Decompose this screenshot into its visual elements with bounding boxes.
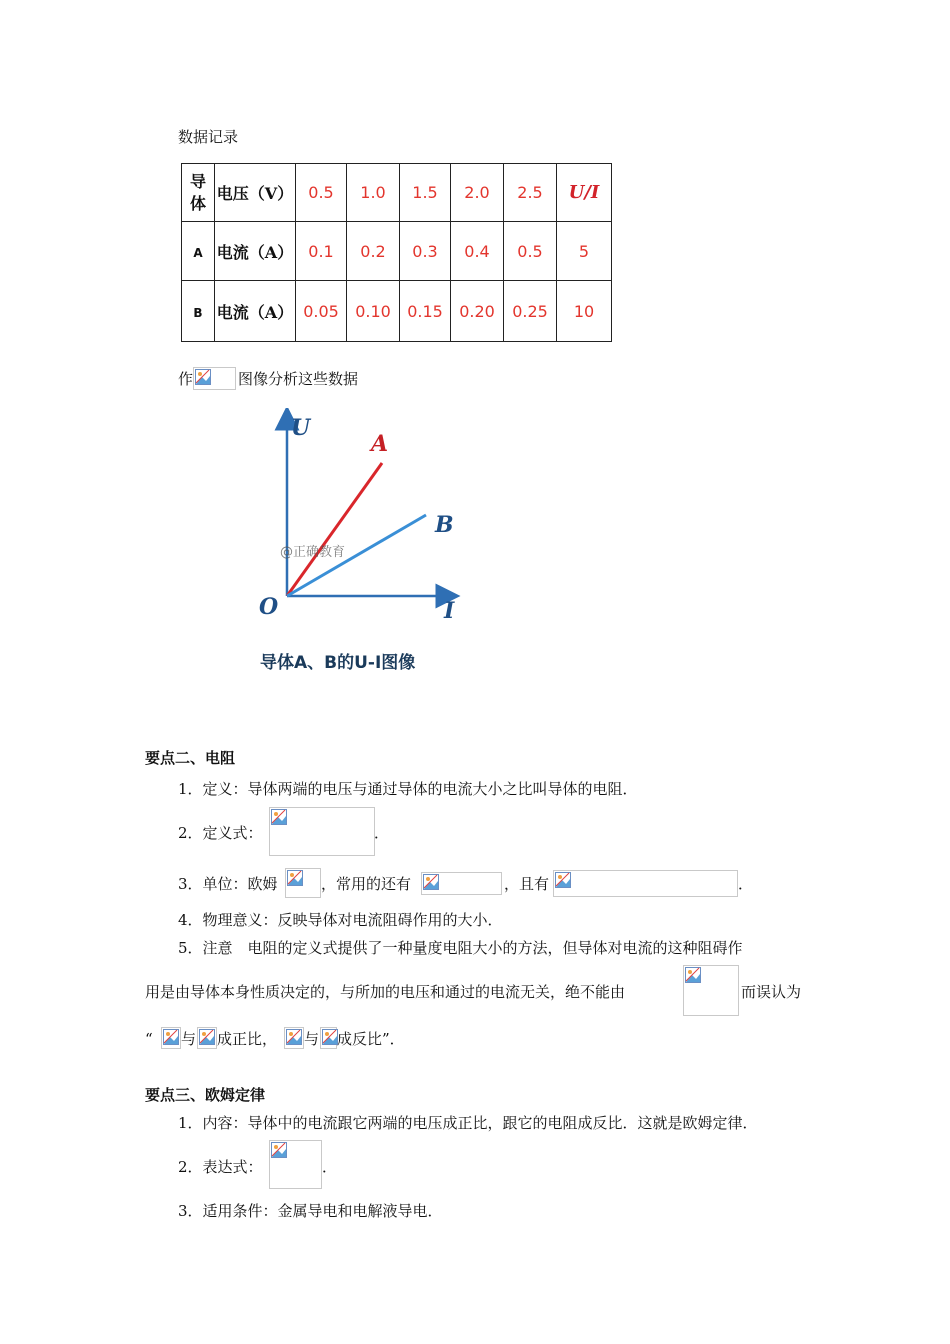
note-line-1: 5．注意 电阻的定义式提供了一种量度电阻大小的方法，但导体对电流的这种阻碍作 xyxy=(178,939,743,957)
watermark: @正确教育 xyxy=(280,545,346,560)
conductor-name: A xyxy=(193,245,203,260)
physical-meaning: 4．物理意义：反映导体对电流阻碍作用的大小． xyxy=(178,911,503,929)
note-line-3-and: 与 xyxy=(181,1030,197,1048)
section-title-ohms-law: 要点三、欧姆定律 xyxy=(145,1086,266,1104)
data-record-title: 数据记录 xyxy=(178,128,239,146)
line-b-label: B xyxy=(435,512,454,538)
section-title-resistance: 要点二、电阻 xyxy=(145,749,236,767)
ui-graph xyxy=(248,408,488,683)
expression-label: 2．表达式： xyxy=(178,1158,263,1176)
formula-image-placeholder xyxy=(197,1027,217,1049)
current-value: 0.4 xyxy=(464,241,490,261)
current-label: 电流（A） xyxy=(216,242,294,262)
unit-text-a: 3．单位：欧姆 xyxy=(178,875,278,893)
formula-image-placeholder xyxy=(320,1027,337,1049)
image-placeholder-icon xyxy=(322,1029,338,1045)
note-line-3-and-2: 与 xyxy=(304,1030,320,1048)
table-row xyxy=(182,222,612,281)
image-placeholder-icon xyxy=(195,369,211,385)
voltage-value: 2.5 xyxy=(517,183,543,202)
conductor-header-char1: 导 xyxy=(189,171,206,191)
definition-formula-end: ． xyxy=(374,824,390,842)
origin-label: O xyxy=(259,594,279,620)
voltage-value: 1.0 xyxy=(360,183,386,202)
voltage-header: 电压（V） xyxy=(216,184,294,203)
current-value: 0.5 xyxy=(517,241,543,261)
formula-image-placeholder xyxy=(284,1027,304,1049)
current-value: 0.1 xyxy=(308,241,334,261)
resistance-definition: 1．定义：导体两端的电压与通过导体的电流大小之比叫导体的电阻． xyxy=(178,780,638,798)
formula-image-placeholder xyxy=(161,1027,181,1049)
ratio-value: 5 xyxy=(578,241,590,261)
image-placeholder-icon xyxy=(271,1142,287,1158)
current-value: 0.15 xyxy=(407,301,443,321)
unit-text-b: ，常用的还有 xyxy=(321,875,412,893)
image-placeholder-icon xyxy=(199,1029,215,1045)
applicable-conditions: 3．适用条件：金属导电和电解液导电． xyxy=(178,1202,443,1220)
ratio-value: 10 xyxy=(573,301,595,321)
i-axis-label: I xyxy=(444,598,455,624)
line-a-label: A xyxy=(371,431,389,457)
formula-image-placeholder xyxy=(269,1140,322,1189)
current-label: 电流（A） xyxy=(216,302,294,322)
formula-image-placeholder xyxy=(269,807,375,856)
image-placeholder-icon xyxy=(555,872,571,888)
u-axis-label: U xyxy=(291,415,311,441)
formula-image-placeholder xyxy=(421,872,502,895)
voltage-value: 0.5 xyxy=(308,183,334,202)
table-row xyxy=(182,281,612,342)
image-placeholder-icon xyxy=(286,1029,302,1045)
plot-instruction-suffix: 图像分析这些数据 xyxy=(238,370,359,388)
image-placeholder-icon xyxy=(271,809,287,825)
note-line-3-direct: 成正比， xyxy=(217,1030,278,1048)
expression-end: ． xyxy=(322,1158,338,1176)
current-value: 0.10 xyxy=(355,301,391,321)
formula-image-placeholder xyxy=(285,868,321,898)
conductor-header xyxy=(182,164,215,222)
unit-text-end: ． xyxy=(738,875,754,893)
formula-image-placeholder xyxy=(193,367,236,390)
note-line-3-inverse: 成反比”． xyxy=(337,1030,405,1048)
note-line-2a: 用是由导体本身性质决定的，与所加的电压和通过的电流无关，绝不能由 xyxy=(145,983,626,1001)
current-value: 0.2 xyxy=(360,241,386,261)
graph-caption: 导体A、B的U-I图像 xyxy=(260,653,416,673)
image-placeholder-icon xyxy=(287,870,303,886)
formula-image-placeholder xyxy=(553,870,738,897)
definition-formula-label: 2．定义式： xyxy=(178,824,263,842)
line-a xyxy=(287,463,382,596)
note-line-2b: 而误认为 xyxy=(741,983,802,1001)
note-line-3-quote-open: “ xyxy=(145,1030,153,1048)
conductor-name: B xyxy=(193,305,203,320)
current-value: 0.25 xyxy=(512,301,548,321)
image-placeholder-icon xyxy=(423,874,439,890)
conductor-header-char2: 体 xyxy=(189,193,206,213)
unit-text-c: ，且有 xyxy=(504,875,550,893)
plot-instruction-prefix: 作 xyxy=(178,370,194,388)
ohms-law-content: 1．内容：导体中的电流跟它两端的电压成正比，跟它的电阻成反比．这就是欧姆定律． xyxy=(178,1114,758,1132)
current-value: 0.20 xyxy=(459,301,495,321)
data-table xyxy=(181,163,612,342)
ratio-header: U/I xyxy=(568,182,600,203)
voltage-value: 1.5 xyxy=(412,183,438,202)
voltage-value: 2.0 xyxy=(464,183,490,202)
image-placeholder-icon xyxy=(163,1029,179,1045)
table-header-row xyxy=(182,164,612,222)
current-value: 0.05 xyxy=(303,301,339,321)
current-value: 0.3 xyxy=(412,241,438,261)
image-placeholder-icon xyxy=(685,967,701,983)
formula-image-placeholder xyxy=(683,965,739,1016)
